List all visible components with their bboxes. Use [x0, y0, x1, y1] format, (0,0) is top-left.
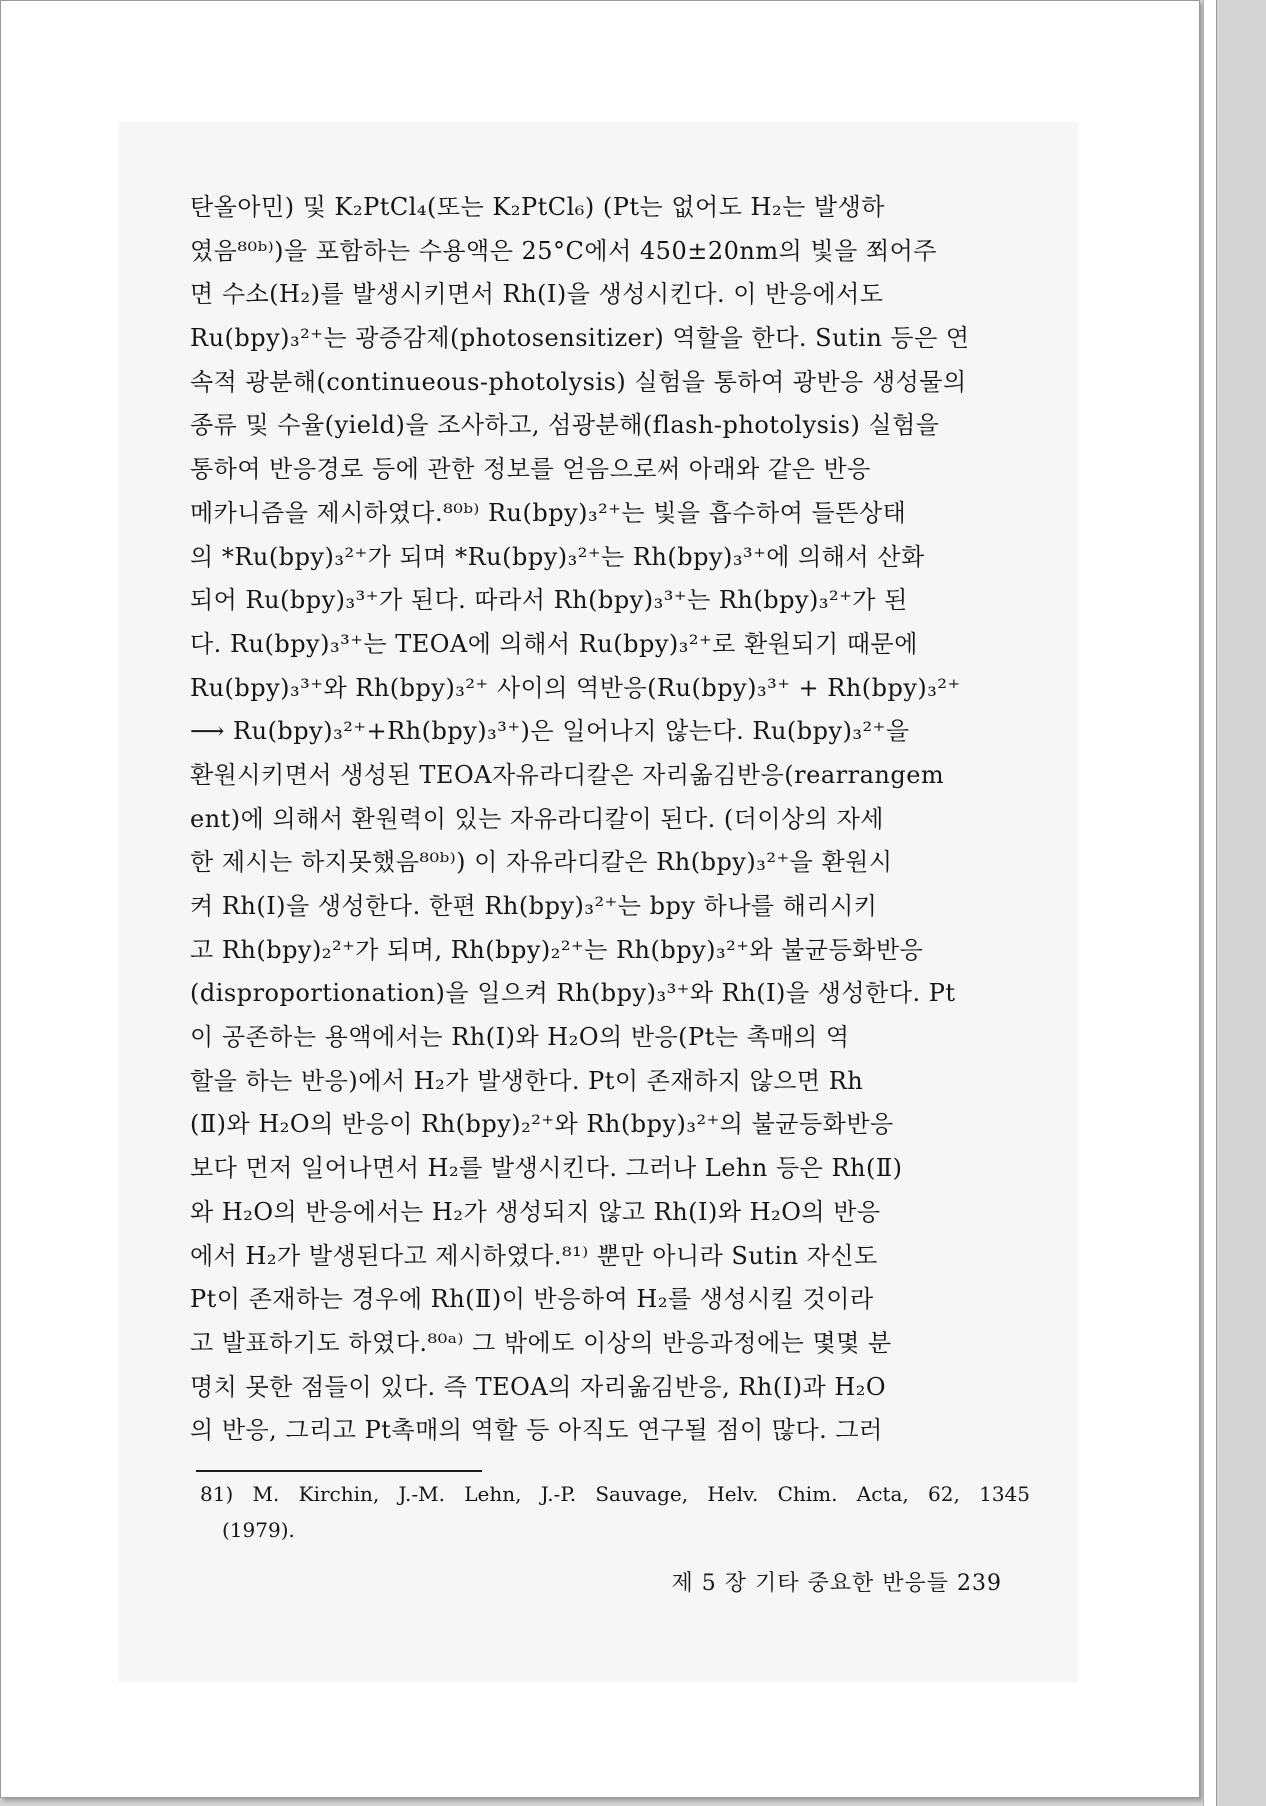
body-line: 의 *Ru(bpy)₃²⁺가 되며 *Ru(bpy)₃²⁺는 Rh(bpy)₃³⁺에 의해서 산화: [190, 542, 925, 571]
body-line: 고 Rh(bpy)₂²⁺가 되며, Rh(bpy)₂²⁺는 Rh(bpy)₃²⁺와 불균등화반응: [190, 935, 924, 964]
footnote-divider: [196, 1470, 482, 1472]
body-line: 할을 하는 반응)에서 H₂가 발생한다. Pt이 존재하지 않으면 Rh: [190, 1066, 864, 1095]
body-line: 메카니즘을 제시하였다.⁸⁰ᵇ⁾ Ru(bpy)₃²⁺는 빛을 흡수하여 들뜬상태: [190, 498, 907, 527]
body-line: Pt이 존재하는 경우에 Rh(Ⅱ)이 반응하여 H₂를 생성시킬 것이라: [190, 1285, 874, 1314]
body-line: 보다 먼저 일어나면서 H₂를 발생시킨다. 그러나 Lehn 등은 Rh(Ⅱ): [190, 1154, 903, 1183]
body-line: Ru(bpy)₃²⁺는 광증감제(photosensitizer) 역할을 한다. Sutin 등은 연: [190, 324, 970, 353]
body-line: 고 발표하기도 하였다.⁸⁰ᵃ⁾ 그 밖에도 이상의 반응과정에는 몇몇 분: [190, 1328, 892, 1357]
body-line: 탄올아민) 및 K₂PtCl₄(또는 K₂PtCl₆) (Pt는 없어도 H₂는 발생하: [190, 193, 885, 221]
body-line: 종류 및 수율(yield)을 조사하고, 섬광분해(flash-photolysis) 실험을: [190, 411, 940, 440]
body-line: 한 제시는 하지못했음⁸⁰ᵇ⁾) 이 자유라디칼은 Rh(bpy)₃²⁺을 환원시: [190, 848, 893, 877]
body-line: 켜 Rh(Ⅰ)을 생성한다. 한편 Rh(bpy)₃²⁺는 bpy 하나를 해리시키: [190, 892, 878, 920]
body-line: 였음⁸⁰ᵇ⁾)을 포함하는 수용액은 25°C에서 450±20nm의 빛을 쬐어주: [190, 236, 937, 265]
body-line: ⟶ Ru(bpy)₃²⁺+Rh(bpy)₃³⁺)은 일어나지 않는다. Ru(bpy)₃²⁺을: [190, 717, 910, 746]
body-line: 다. Ru(bpy)₃³⁺는 TEOA에 의해서 Ru(bpy)₃²⁺로 환원되기 때문에: [190, 629, 918, 658]
page-edge: [1203, 0, 1217, 1806]
body-line: Ru(bpy)₃³⁺와 Rh(bpy)₃²⁺ 사이의 역반응(Ru(bpy)₃³⁺ + Rh(bpy)₃²⁺: [190, 673, 961, 702]
body-line: ent)에 의해서 환원력이 있는 자유라디칼이 된다. (더이상의 자세: [190, 804, 884, 833]
footnote-81: 81) M. Kirchin, J.-M. Lehn, J.-P. Sauvage, Helv. Chim. Acta, 62, 1345: [200, 1482, 1030, 1506]
body-line: (disproportionation)을 일으켜 Rh(bpy)₃³⁺와 Rh(Ⅰ)을 생성한다. Pt: [190, 979, 956, 1008]
body-line: 의 반응, 그리고 Pt촉매의 역할 등 아직도 연구될 점이 많다. 그러: [190, 1416, 883, 1445]
body-line: 환원시키면서 생성된 TEOA자유라디칼은 자리옮김반응(rearrangem: [190, 760, 945, 789]
body-line: (Ⅱ)와 H₂O의 반응이 Rh(bpy)₂²⁺와 Rh(bpy)₃²⁺의 불균등화반응: [190, 1110, 894, 1139]
running-footer: 제 5 장 기타 중요한 반응들 239: [671, 1571, 1002, 1596]
body-text: [190, 186, 1028, 1453]
footnote-81-continuation: (1979).: [222, 1518, 295, 1542]
body-line: 에서 H₂가 발생된다고 제시하였다.⁸¹⁾ 뿐만 아니라 Sutin 자신도: [190, 1241, 878, 1270]
body-line: 이 공존하는 용액에서는 Rh(Ⅰ)와 H₂O의 반응(Pt는 촉매의 역: [190, 1023, 850, 1052]
body-line: 명치 못한 점들이 있다. 즉 TEOA의 자리옮김반응, Rh(Ⅰ)과 H₂O: [190, 1372, 887, 1401]
body-line: 속적 광분해(continueous-photolysis) 실험을 통하여 광반응 생성물의: [190, 367, 967, 396]
body-line: 통하여 반응경로 등에 관한 정보를 얻음으로써 아래와 같은 반응: [190, 455, 871, 484]
body-line: 면 수소(H₂)를 발생시키면서 Rh(Ⅰ)을 생성시킨다. 이 반응에서도: [190, 280, 884, 309]
body-line: 되어 Ru(bpy)₃³⁺가 된다. 따라서 Rh(bpy)₃³⁺는 Rh(bpy)₃²⁺가 된: [190, 586, 908, 615]
body-line: 와 H₂O의 반응에서는 H₂가 생성되지 않고 Rh(Ⅰ)와 H₂O의 반응: [190, 1197, 881, 1226]
